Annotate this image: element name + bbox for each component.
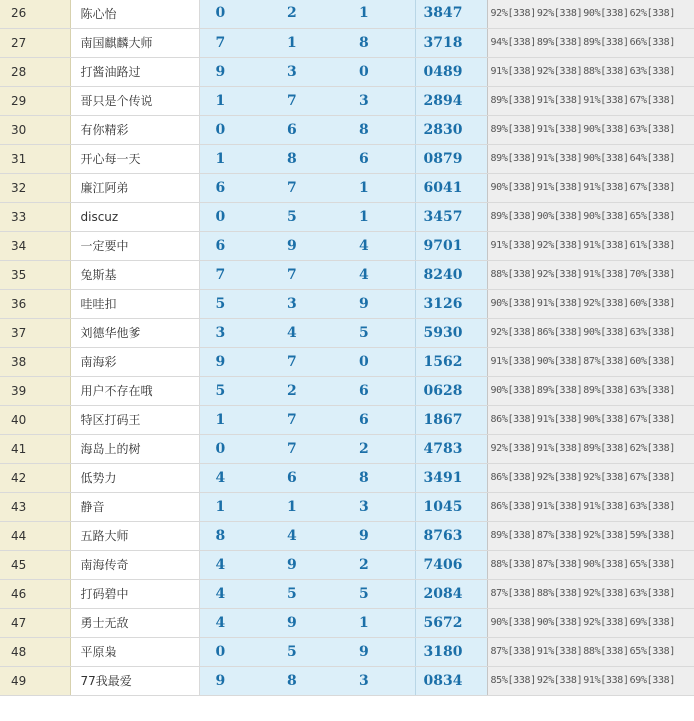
rank-number: 46 <box>0 579 70 608</box>
predicted-digit-2: 9 <box>271 550 343 579</box>
user-name-link[interactable]: 哇哇扣 <box>70 289 199 318</box>
accuracy-stat-1: 92%[338] <box>490 327 536 338</box>
accuracy-stats <box>487 318 694 347</box>
accuracy-stat-1: 89%[338] <box>490 530 536 541</box>
accuracy-stat-3: 91%[338] <box>583 269 629 280</box>
accuracy-stat-4: 63%[338] <box>629 66 675 77</box>
predicted-code: 2894 <box>415 86 487 115</box>
rank-number: 26 <box>0 0 70 28</box>
predicted-digit-1: 7 <box>199 28 271 57</box>
accuracy-stat-1: 89%[338] <box>490 153 536 164</box>
predicted-digit-2: 6 <box>271 463 343 492</box>
accuracy-stats <box>487 115 694 144</box>
accuracy-stat-4: 63%[338] <box>629 124 675 135</box>
table-row <box>0 57 694 86</box>
accuracy-stats <box>487 347 694 376</box>
predicted-digit-1: 4 <box>199 550 271 579</box>
rank-number: 27 <box>0 28 70 57</box>
rank-number: 28 <box>0 57 70 86</box>
predicted-code: 6041 <box>415 173 487 202</box>
user-name-link[interactable]: 有你精彩 <box>70 115 199 144</box>
user-name-link[interactable]: 南海传奇 <box>70 550 199 579</box>
accuracy-stat-2: 91%[338] <box>536 501 583 512</box>
rank-number: 41 <box>0 434 70 463</box>
predicted-digit-1: 9 <box>199 666 271 695</box>
predicted-digit-1: 0 <box>199 434 271 463</box>
accuracy-stat-3: 92%[338] <box>583 588 629 599</box>
predicted-code: 0489 <box>415 57 487 86</box>
table-row <box>0 492 694 521</box>
predicted-code: 1562 <box>415 347 487 376</box>
accuracy-stat-1: 87%[338] <box>490 646 536 657</box>
predicted-digit-1: 1 <box>199 86 271 115</box>
rank-number: 38 <box>0 347 70 376</box>
accuracy-stat-1: 90%[338] <box>490 617 536 628</box>
table-row <box>0 521 694 550</box>
table-row <box>0 463 694 492</box>
accuracy-stat-4: 64%[338] <box>629 153 675 164</box>
accuracy-stat-2: 91%[338] <box>536 414 583 425</box>
accuracy-stat-3: 91%[338] <box>583 675 629 686</box>
predicted-code: 3180 <box>415 637 487 666</box>
predicted-digit-1: 0 <box>199 202 271 231</box>
predicted-digit-2: 6 <box>271 115 343 144</box>
predicted-digit-2: 5 <box>271 202 343 231</box>
table-row <box>0 434 694 463</box>
predicted-digit-2: 5 <box>271 637 343 666</box>
predicted-digit-3: 1 <box>343 0 415 28</box>
predicted-digit-3: 3 <box>343 492 415 521</box>
accuracy-stat-2: 92%[338] <box>536 472 583 483</box>
rank-number: 42 <box>0 463 70 492</box>
rank-number: 39 <box>0 376 70 405</box>
predicted-digit-3: 8 <box>343 28 415 57</box>
accuracy-stat-2: 90%[338] <box>536 211 583 222</box>
rank-number: 44 <box>0 521 70 550</box>
accuracy-stat-1: 89%[338] <box>490 124 536 135</box>
predicted-digit-2: 7 <box>271 347 343 376</box>
predicted-digit-1: 1 <box>199 492 271 521</box>
predicted-code: 8240 <box>415 260 487 289</box>
predicted-code: 5672 <box>415 608 487 637</box>
accuracy-stat-2: 91%[338] <box>536 298 583 309</box>
accuracy-stats <box>487 405 694 434</box>
predicted-digit-3: 0 <box>343 347 415 376</box>
predicted-code: 3457 <box>415 202 487 231</box>
accuracy-stats <box>487 231 694 260</box>
accuracy-stat-3: 91%[338] <box>583 240 629 251</box>
user-name-link[interactable]: 哥只是个传说 <box>70 86 199 115</box>
accuracy-stats <box>487 521 694 550</box>
table-row <box>0 666 694 695</box>
table-row <box>0 260 694 289</box>
user-name-link[interactable]: 陈心怡 <box>70 0 199 28</box>
accuracy-stats <box>487 550 694 579</box>
accuracy-stat-1: 87%[338] <box>490 588 536 599</box>
predicted-code: 3491 <box>415 463 487 492</box>
accuracy-stat-2: 92%[338] <box>536 240 583 251</box>
accuracy-stat-3: 91%[338] <box>583 95 629 106</box>
predicted-digit-2: 8 <box>271 666 343 695</box>
user-name-link[interactable]: 低势力 <box>70 463 199 492</box>
predicted-digit-1: 0 <box>199 115 271 144</box>
accuracy-stats <box>487 463 694 492</box>
accuracy-stats <box>487 260 694 289</box>
accuracy-stat-2: 88%[338] <box>536 588 583 599</box>
accuracy-stat-3: 90%[338] <box>583 7 629 19</box>
predicted-digit-3: 6 <box>343 144 415 173</box>
user-name-link[interactable]: 特区打码王 <box>70 405 199 434</box>
predicted-digit-1: 0 <box>199 0 271 28</box>
accuracy-stat-3: 90%[338] <box>583 327 629 338</box>
accuracy-stat-4: 67%[338] <box>629 472 675 483</box>
accuracy-stat-4: 67%[338] <box>629 182 675 193</box>
accuracy-stat-2: 91%[338] <box>536 182 583 193</box>
accuracy-stat-3: 90%[338] <box>583 414 629 425</box>
table-row <box>0 318 694 347</box>
predicted-digit-3: 6 <box>343 405 415 434</box>
accuracy-stat-4: 69%[338] <box>629 675 675 686</box>
accuracy-stat-4: 63%[338] <box>629 327 675 338</box>
predicted-digit-1: 1 <box>199 405 271 434</box>
accuracy-stat-1: 90%[338] <box>490 385 536 396</box>
predicted-digit-3: 9 <box>343 521 415 550</box>
user-name-link[interactable]: 用户不存在哦 <box>70 376 199 405</box>
predicted-digit-3: 1 <box>343 202 415 231</box>
predicted-code: 7406 <box>415 550 487 579</box>
accuracy-stat-1: 86%[338] <box>490 501 536 512</box>
rank-number: 29 <box>0 86 70 115</box>
accuracy-stat-3: 90%[338] <box>583 124 629 135</box>
predicted-code: 3847 <box>415 0 487 28</box>
user-name-link[interactable]: 静音 <box>70 492 199 521</box>
predicted-code: 2084 <box>415 579 487 608</box>
predicted-digit-3: 4 <box>343 231 415 260</box>
accuracy-stat-2: 89%[338] <box>536 385 583 396</box>
table-row <box>0 289 694 318</box>
rank-number: 47 <box>0 608 70 637</box>
predicted-digit-3: 5 <box>343 579 415 608</box>
accuracy-stat-1: 88%[338] <box>490 269 536 280</box>
predicted-digit-1: 0 <box>199 637 271 666</box>
accuracy-stat-2: 92%[338] <box>536 7 583 19</box>
accuracy-stat-1: 94%[338] <box>490 37 536 48</box>
predicted-digit-1: 4 <box>199 608 271 637</box>
accuracy-stat-1: 91%[338] <box>490 356 536 367</box>
predicted-digit-1: 5 <box>199 376 271 405</box>
accuracy-stat-4: 60%[338] <box>629 356 675 367</box>
rank-number: 49 <box>0 666 70 695</box>
predicted-code: 5930 <box>415 318 487 347</box>
predicted-digit-2: 7 <box>271 260 343 289</box>
predicted-code: 3126 <box>415 289 487 318</box>
accuracy-stat-3: 87%[338] <box>583 356 629 367</box>
accuracy-stat-1: 90%[338] <box>490 298 536 309</box>
accuracy-stats <box>487 0 694 28</box>
accuracy-stat-2: 91%[338] <box>536 153 583 164</box>
rank-number: 31 <box>0 144 70 173</box>
accuracy-stats <box>487 608 694 637</box>
table-row <box>0 608 694 637</box>
accuracy-stats <box>487 376 694 405</box>
accuracy-stat-1: 86%[338] <box>490 414 536 425</box>
predicted-digit-2: 9 <box>271 231 343 260</box>
predicted-digit-3: 5 <box>343 318 415 347</box>
predicted-digit-2: 2 <box>271 376 343 405</box>
rank-number: 45 <box>0 550 70 579</box>
accuracy-stat-4: 60%[338] <box>629 298 675 309</box>
accuracy-stat-4: 62%[338] <box>629 443 675 454</box>
accuracy-stat-4: 63%[338] <box>629 588 675 599</box>
accuracy-stat-3: 92%[338] <box>583 298 629 309</box>
accuracy-stat-2: 89%[338] <box>536 37 583 48</box>
user-name-link[interactable]: discuz <box>70 202 199 231</box>
accuracy-stat-3: 90%[338] <box>583 153 629 164</box>
predicted-digit-1: 6 <box>199 173 271 202</box>
predicted-digit-3: 1 <box>343 173 415 202</box>
table-row <box>0 405 694 434</box>
accuracy-stat-2: 86%[338] <box>536 327 583 338</box>
predicted-digit-3: 9 <box>343 637 415 666</box>
predicted-digit-1: 8 <box>199 521 271 550</box>
accuracy-stat-4: 65%[338] <box>629 211 675 222</box>
user-name-link[interactable]: 开心每一天 <box>70 144 199 173</box>
predicted-digit-2: 8 <box>271 144 343 173</box>
predicted-digit-3: 4 <box>343 260 415 289</box>
rank-number: 30 <box>0 115 70 144</box>
accuracy-stat-3: 89%[338] <box>583 37 629 48</box>
user-name-link[interactable]: 77我最爱 <box>70 666 199 695</box>
accuracy-stat-3: 89%[338] <box>583 385 629 396</box>
predicted-digit-1: 7 <box>199 260 271 289</box>
table-row <box>0 202 694 231</box>
accuracy-stat-3: 90%[338] <box>583 559 629 570</box>
table-row <box>0 550 694 579</box>
predicted-digit-2: 2 <box>271 0 343 28</box>
predicted-digit-1: 9 <box>199 347 271 376</box>
user-name-link[interactable]: 海岛上的树 <box>70 434 199 463</box>
accuracy-stat-2: 91%[338] <box>536 124 583 135</box>
accuracy-stat-1: 88%[338] <box>490 559 536 570</box>
accuracy-stats <box>487 86 694 115</box>
user-name-link[interactable]: 南海彩 <box>70 347 199 376</box>
rank-number: 36 <box>0 289 70 318</box>
table-row <box>0 28 694 57</box>
accuracy-stat-4: 67%[338] <box>629 95 675 106</box>
accuracy-stats <box>487 492 694 521</box>
user-name-link[interactable]: 打酱油路过 <box>70 57 199 86</box>
predicted-digit-3: 1 <box>343 608 415 637</box>
predicted-code: 0628 <box>415 376 487 405</box>
user-name-link[interactable]: 平原枭 <box>70 637 199 666</box>
accuracy-stat-3: 92%[338] <box>583 530 629 541</box>
rank-number: 48 <box>0 637 70 666</box>
predicted-digit-2: 3 <box>271 289 343 318</box>
accuracy-stats <box>487 289 694 318</box>
accuracy-stat-4: 65%[338] <box>629 646 675 657</box>
predicted-digit-2: 1 <box>271 492 343 521</box>
accuracy-stat-2: 92%[338] <box>536 675 583 686</box>
table-row <box>0 231 694 260</box>
predicted-digit-1: 1 <box>199 144 271 173</box>
accuracy-stat-2: 90%[338] <box>536 356 583 367</box>
predicted-code: 2830 <box>415 115 487 144</box>
accuracy-stat-3: 88%[338] <box>583 646 629 657</box>
predicted-digit-3: 8 <box>343 115 415 144</box>
predicted-digit-2: 7 <box>271 405 343 434</box>
predicted-code: 3718 <box>415 28 487 57</box>
predicted-digit-3: 9 <box>343 289 415 318</box>
accuracy-stat-4: 59%[338] <box>629 530 675 541</box>
accuracy-stat-1: 92%[338] <box>490 7 536 19</box>
accuracy-stat-1: 89%[338] <box>490 211 536 222</box>
predicted-digit-3: 3 <box>343 666 415 695</box>
accuracy-stats <box>487 57 694 86</box>
predicted-digit-2: 3 <box>271 57 343 86</box>
accuracy-stat-3: 90%[338] <box>583 211 629 222</box>
rank-number: 33 <box>0 202 70 231</box>
table-row <box>0 115 694 144</box>
accuracy-stats <box>487 579 694 608</box>
accuracy-stat-4: 61%[338] <box>629 240 675 251</box>
accuracy-stat-3: 92%[338] <box>583 472 629 483</box>
accuracy-stat-2: 87%[338] <box>536 559 583 570</box>
predicted-digit-3: 2 <box>343 434 415 463</box>
predicted-digit-1: 9 <box>199 57 271 86</box>
accuracy-stats <box>487 144 694 173</box>
predicted-digit-2: 7 <box>271 86 343 115</box>
predicted-digit-3: 2 <box>343 550 415 579</box>
predicted-code: 0879 <box>415 144 487 173</box>
accuracy-stats <box>487 28 694 57</box>
accuracy-stats <box>487 434 694 463</box>
table-row <box>0 144 694 173</box>
predicted-digit-3: 3 <box>343 86 415 115</box>
predicted-digit-1: 4 <box>199 463 271 492</box>
predicted-code: 1045 <box>415 492 487 521</box>
predicted-digit-1: 4 <box>199 579 271 608</box>
user-name-link[interactable]: 南国麒麟大师 <box>70 28 199 57</box>
accuracy-stat-3: 92%[338] <box>583 617 629 628</box>
accuracy-stat-4: 67%[338] <box>629 414 675 425</box>
accuracy-stats <box>487 202 694 231</box>
accuracy-stat-1: 86%[338] <box>490 472 536 483</box>
predicted-digit-3: 8 <box>343 463 415 492</box>
accuracy-stat-1: 92%[338] <box>490 443 536 454</box>
user-name-link[interactable]: 打码碧中 <box>70 579 199 608</box>
accuracy-stats <box>487 637 694 666</box>
accuracy-stat-4: 66%[338] <box>629 37 675 48</box>
predicted-digit-2: 7 <box>271 434 343 463</box>
rank-number: 37 <box>0 318 70 347</box>
accuracy-stat-4: 69%[338] <box>629 617 675 628</box>
accuracy-stat-2: 91%[338] <box>536 443 583 454</box>
accuracy-stat-3: 89%[338] <box>583 443 629 454</box>
table-row <box>0 86 694 115</box>
accuracy-stat-4: 62%[338] <box>629 7 675 19</box>
accuracy-stat-4: 63%[338] <box>629 385 675 396</box>
predicted-digit-2: 7 <box>271 173 343 202</box>
accuracy-stat-2: 87%[338] <box>536 530 583 541</box>
accuracy-stat-4: 65%[338] <box>629 559 675 570</box>
table-row <box>0 376 694 405</box>
predicted-digit-2: 9 <box>271 608 343 637</box>
predicted-digit-3: 0 <box>343 57 415 86</box>
table-row <box>0 173 694 202</box>
accuracy-stat-2: 92%[338] <box>536 66 583 77</box>
predicted-digit-2: 1 <box>271 28 343 57</box>
predicted-digit-2: 4 <box>271 521 343 550</box>
rank-number: 43 <box>0 492 70 521</box>
predicted-code: 9701 <box>415 231 487 260</box>
accuracy-stat-2: 92%[338] <box>536 269 583 280</box>
predicted-code: 8763 <box>415 521 487 550</box>
predicted-digit-2: 5 <box>271 579 343 608</box>
accuracy-stat-1: 91%[338] <box>490 66 536 77</box>
user-name-link[interactable]: 廉江阿弟 <box>70 173 199 202</box>
accuracy-stat-2: 91%[338] <box>536 646 583 657</box>
rank-number: 32 <box>0 173 70 202</box>
predicted-digit-1: 6 <box>199 231 271 260</box>
user-name-link[interactable]: 刘德华他爹 <box>70 318 199 347</box>
accuracy-stat-3: 91%[338] <box>583 182 629 193</box>
predicted-code: 4783 <box>415 434 487 463</box>
accuracy-stat-2: 91%[338] <box>536 95 583 106</box>
accuracy-stat-4: 70%[338] <box>629 269 675 280</box>
table-row <box>0 637 694 666</box>
table-row <box>0 579 694 608</box>
user-name-link[interactable]: 五路大师 <box>70 521 199 550</box>
accuracy-stat-3: 88%[338] <box>583 66 629 77</box>
predicted-digit-1: 5 <box>199 289 271 318</box>
rank-number: 35 <box>0 260 70 289</box>
accuracy-stat-1: 90%[338] <box>490 182 536 193</box>
rank-number: 34 <box>0 231 70 260</box>
predicted-code: 1867 <box>415 405 487 434</box>
predicted-digit-3: 6 <box>343 376 415 405</box>
user-name-link[interactable]: 勇士无敌 <box>70 608 199 637</box>
table-row <box>0 347 694 376</box>
accuracy-stat-3: 91%[338] <box>583 501 629 512</box>
accuracy-stat-1: 91%[338] <box>490 240 536 251</box>
rank-number: 40 <box>0 405 70 434</box>
accuracy-stat-1: 85%[338] <box>490 675 536 686</box>
table-row <box>0 0 694 28</box>
user-name-link[interactable]: 兔斯基 <box>70 260 199 289</box>
accuracy-stat-1: 89%[338] <box>490 95 536 106</box>
predicted-code: 0834 <box>415 666 487 695</box>
predicted-digit-2: 4 <box>271 318 343 347</box>
accuracy-stat-4: 63%[338] <box>629 501 675 512</box>
predicted-digit-1: 3 <box>199 318 271 347</box>
accuracy-stats <box>487 666 694 695</box>
accuracy-stat-2: 90%[338] <box>536 617 583 628</box>
accuracy-stats <box>487 173 694 202</box>
user-name-link[interactable]: 一定要中 <box>70 231 199 260</box>
